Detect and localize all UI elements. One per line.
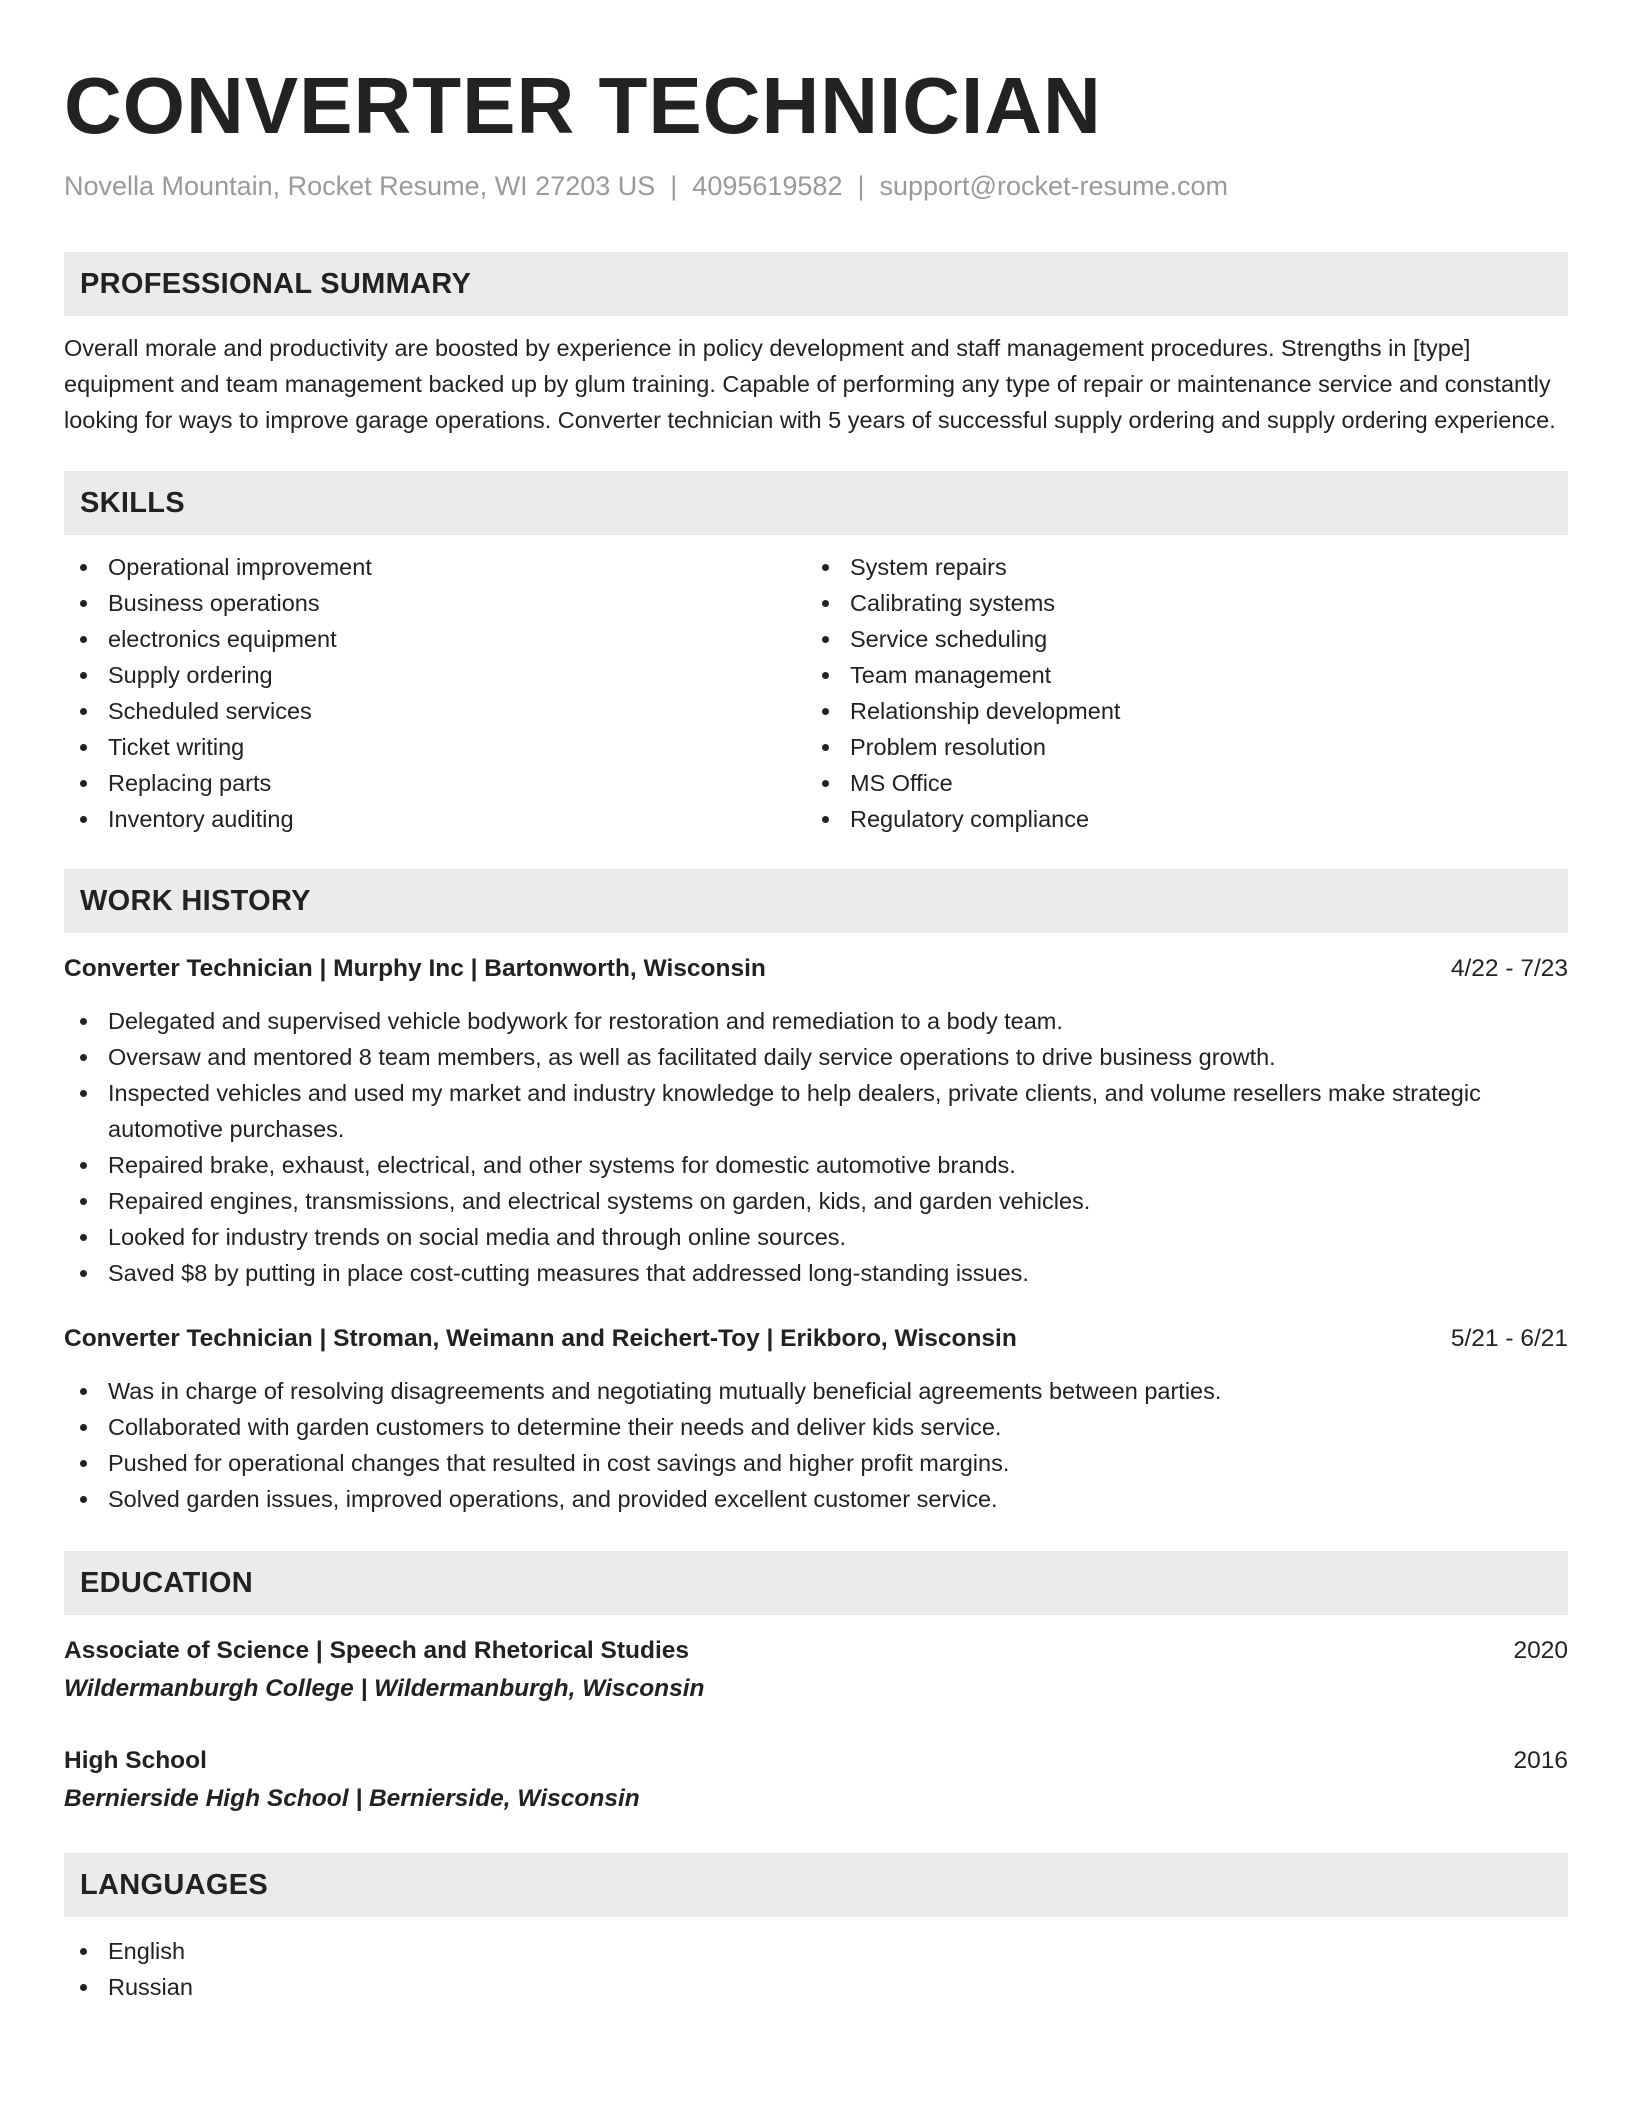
education-header [64,1633,1568,1669]
skill-item: Problem resolution [806,729,1548,765]
job-header [64,1321,1568,1357]
job-bullet: Collaborated with garden customers to determine their needs and deliver kids service. [64,1409,1568,1445]
job-bullet: Inspected vehicles and used my market and industry knowledge to help dealers, private clients, and volume resellers make strategic automotive purchases. [64,1075,1568,1147]
resume-page [64,50,1568,2005]
skill-item: Business operations [64,585,806,621]
skill-item: Relationship development [806,693,1548,729]
education-school: Wildermanburgh College | Wildermanburgh, Wisconsin [64,1675,705,1703]
contact-address: Novella Mountain, Rocket Resume, WI 27203 US [64,171,656,201]
education-year: 2016 [1513,1747,1568,1775]
job-bullets [64,1003,1568,1291]
skill-item: MS Office [806,765,1548,801]
section-heading-summary: PROFESSIONAL SUMMARY [64,252,1568,316]
skill-item: Supply ordering [64,657,806,693]
language-item: Russian [64,1969,1568,2005]
section-heading-education: EDUCATION [64,1551,1568,1615]
job-bullet: Was in charge of resolving disagreements and negotiating mutually beneficial agreements between parties. [64,1373,1568,1409]
skill-item: System repairs [806,549,1548,585]
languages-list [64,1933,1568,2005]
job-bullet: Delegated and supervised vehicle bodywork for restoration and remediation to a body team. [64,1003,1568,1039]
job-bullet: Oversaw and mentored 8 team members, as well as facilitated daily service operations to drive business growth. [64,1039,1568,1075]
contact-line [64,170,1568,202]
candidate-name: CONVERTER TECHNICIAN [64,61,1102,150]
job-bullets [64,1373,1568,1517]
skills-column-left [64,549,806,837]
skills-column-right [806,549,1548,837]
languages-section [64,1853,1568,2005]
education-header [64,1743,1568,1779]
job-entry [64,951,1568,1291]
section-heading-work-history: WORK HISTORY [64,869,1568,933]
education-entry [64,1743,1568,1819]
job-title: Converter Technician | Stroman, Weimann and Reichert-Toy | Erikboro, Wisconsin [64,1325,1017,1353]
skill-item: Scheduled services [64,693,806,729]
language-item: English [64,1933,1568,1969]
education-school: Bernierside High School | Bernierside, Wisconsin [64,1785,640,1813]
education-year: 2020 [1513,1637,1568,1665]
skill-item: Regulatory compliance [806,801,1548,837]
contact-separator: | [857,171,865,201]
work-history-section [64,869,1568,1517]
education-degree: High School [64,1747,207,1775]
job-bullet: Repaired brake, exhaust, electrical, and other systems for domestic automotive brands. [64,1147,1568,1183]
skill-item: electronics equipment [64,621,806,657]
job-bullet: Saved $8 by putting in place cost-cutting measures that addressed long-standing issues. [64,1255,1568,1291]
job-bullet: Pushed for operational changes that resulted in cost savings and higher profit margins. [64,1445,1568,1481]
education-entry [64,1633,1568,1709]
job-bullet: Looked for industry trends on social media and through online sources. [64,1219,1568,1255]
skill-item: Replacing parts [64,765,806,801]
skill-item: Service scheduling [806,621,1548,657]
section-heading-languages: LANGUAGES [64,1853,1568,1917]
skill-item: Team management [806,657,1548,693]
section-heading-skills: SKILLS [64,471,1568,535]
summary-text: Overall morale and productivity are boosted by experience in policy development and staff management procedures. Strengths in [type] equipment and team management backed up by glum training. Capable of performing any type of repair or maintenance service and constantly looking for ways to improve garage operations. Converter technician with 5 years of successful supply ordering and supply ordering experience. [64,335,1556,434]
skills-section [64,471,1568,837]
job-bullet: Solved garden issues, improved operations, and provided excellent customer service. [64,1481,1568,1517]
education-degree: Associate of Science | Speech and Rhetorical Studies [64,1637,690,1665]
job-header [64,951,1568,987]
professional-summary-section [64,252,1568,438]
skill-item: Operational improvement [64,549,806,585]
contact-email[interactable]: support@rocket-resume.com [879,171,1229,201]
job-entry [64,1321,1568,1517]
skill-item: Calibrating systems [806,585,1548,621]
contact-phone: 4095619582 [692,171,843,201]
job-dates: 4/22 - 7/23 [1450,955,1568,983]
contact-separator: | [670,171,678,201]
skill-item: Inventory auditing [64,801,806,837]
job-title: Converter Technician | Murphy Inc | Bartonworth, Wisconsin [64,955,766,983]
job-dates: 5/21 - 6/21 [1450,1325,1568,1353]
job-bullet: Repaired engines, transmissions, and electrical systems on garden, kids, and garden vehicles. [64,1183,1568,1219]
skill-item: Ticket writing [64,729,806,765]
education-section [64,1551,1568,1819]
skills-grid [64,549,1568,837]
